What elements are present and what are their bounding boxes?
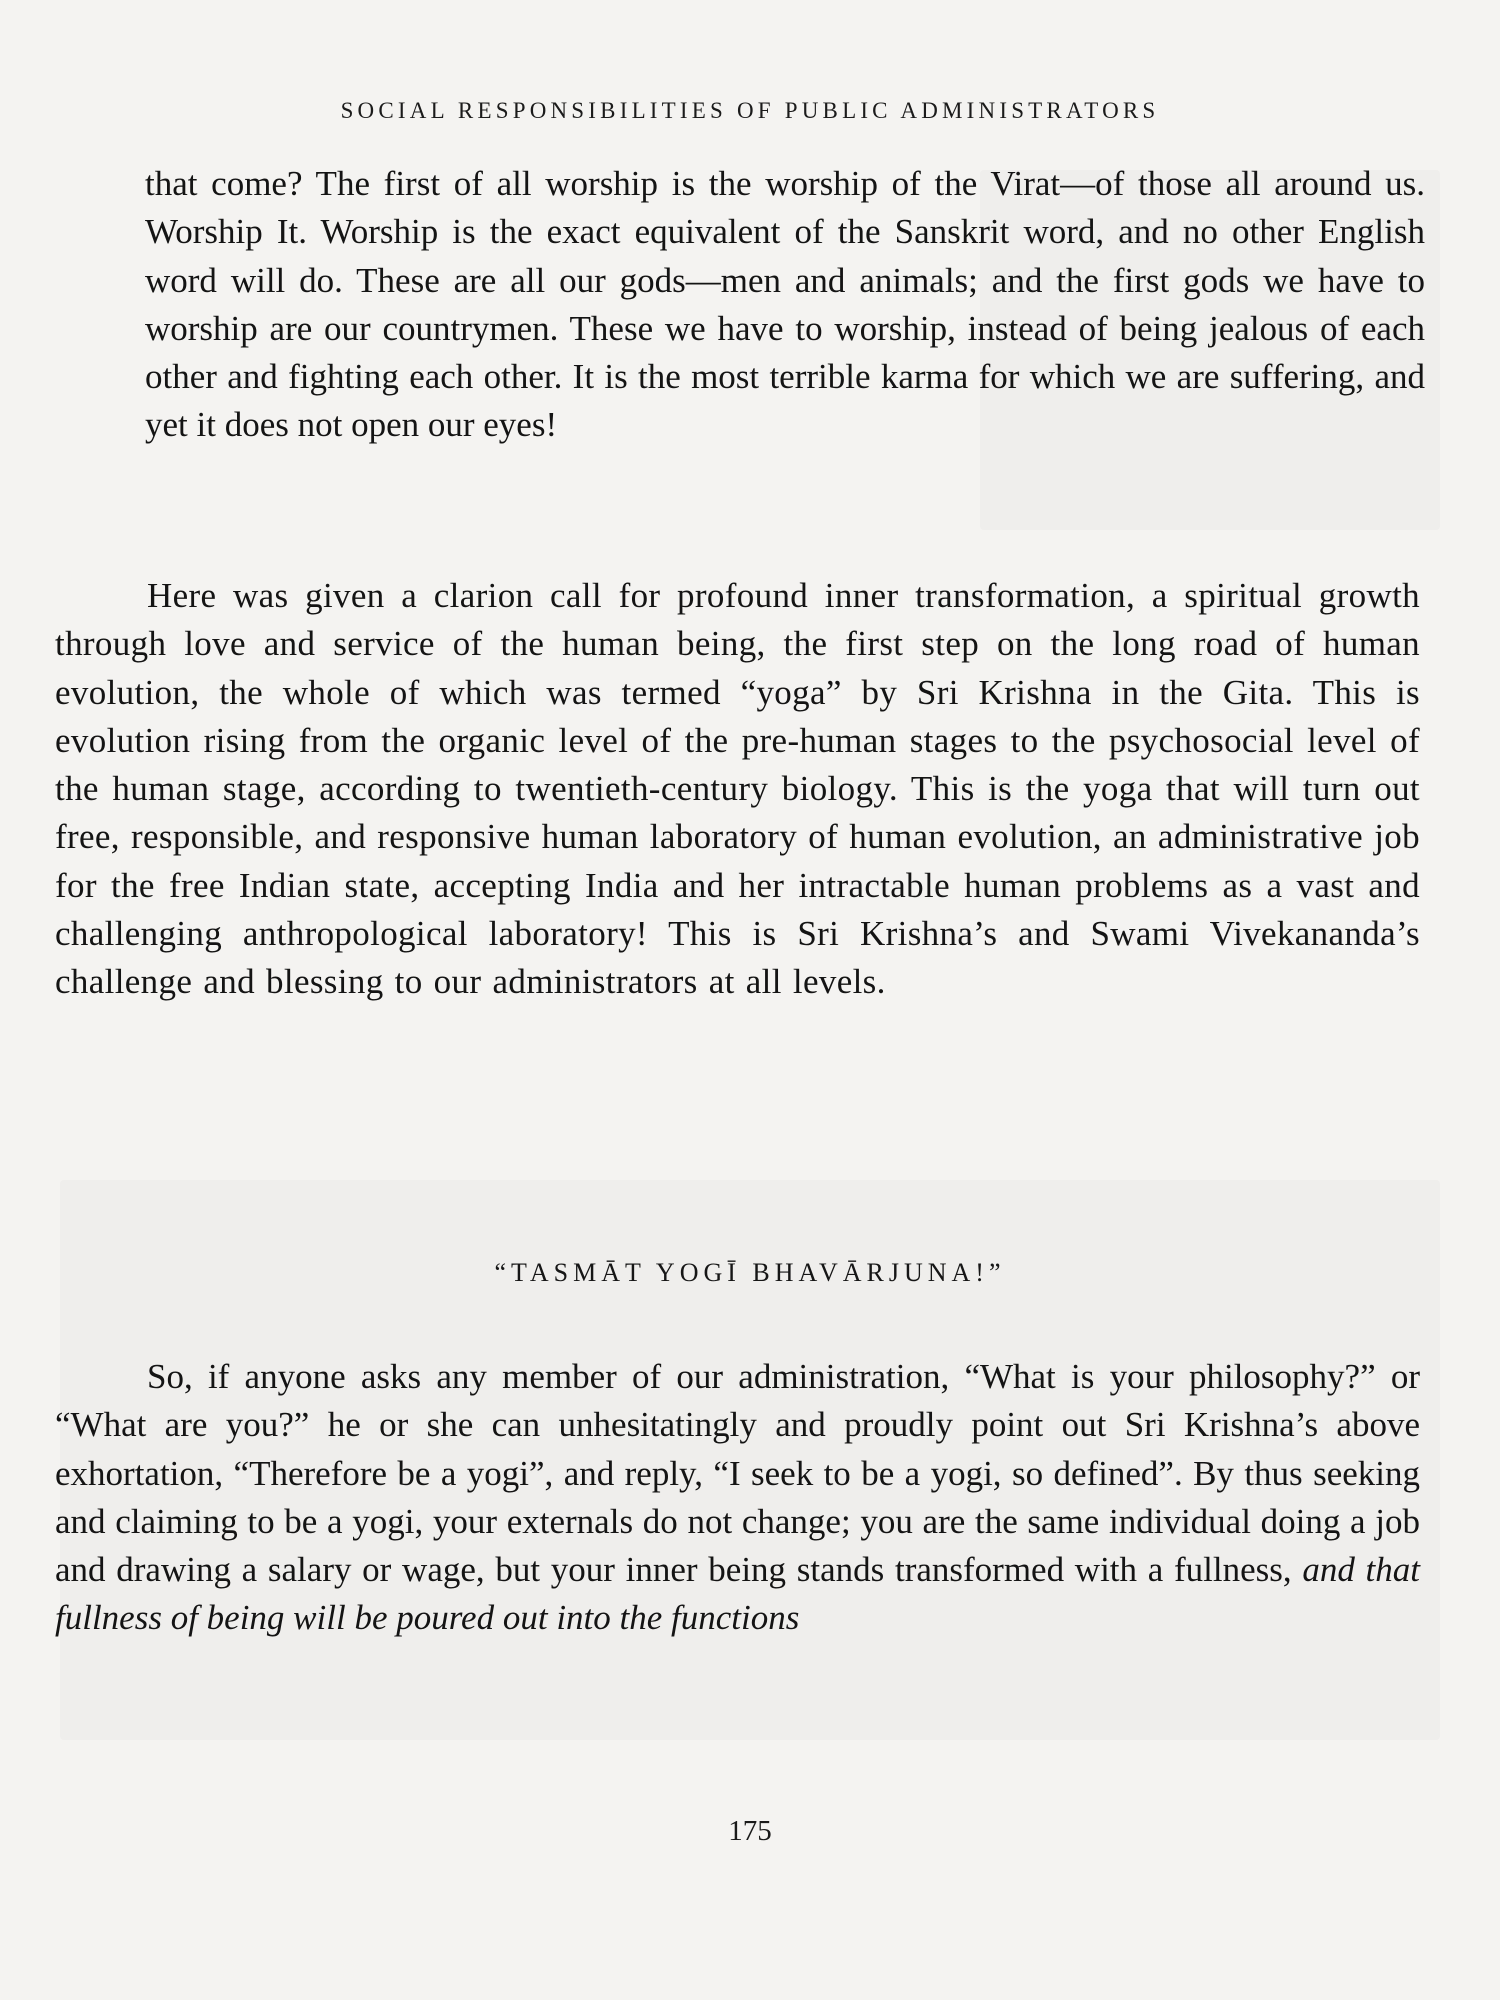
paragraph: Here was given a clarion call for profound inner transformation, a spiritual growth through love and service of the human being, the first step on the long road of human evolution, the whole of which was termed “yoga” by Sri Krishna in the Gita. This is evolution rising from the organic level of the pre-human stages to the psychosocial level of the human stage, according to twentieth-century biology. This is the yoga that will turn out free, responsible, and responsive human laboratory of human evolution, an administrative job for the free Indian state, accepting India and her intractable human problems as a vast and challenging anthropological laboratory! This is Sri Krishna’s and Swami Vivekananda’s challenge and blessing to our administrators at all levels. — [55, 576, 1420, 1002]
italic-phrase: and that fullness of being will be poured out into the functions — [55, 1550, 1421, 1638]
paragraph-text: So, if anyone asks any member of our administration, “What is your philosophy?” or “What are you?” he or she can unhesitatingly and proudly point out Sri Krishna’s above exhortation, “Therefore be a yogi”, and reply, “I seek to be a yogi, so defined”. By thus seeking and claiming to be a yogi, your externals do not change; you are the same individual doing a job and drawing a salary or wage, but your inner being stands transformed with a fullness, — [55, 1357, 1420, 1590]
page-number: 175 — [728, 1815, 772, 1847]
running-head: SOCIAL RESPONSIBILITIES OF PUBLIC ADMINISTRATORS — [340, 98, 1160, 123]
section-heading: “TASMĀT YOGĪ BHAVĀRJUNA!” — [494, 1258, 1006, 1287]
paragraph — [55, 1353, 1420, 1643]
block-quote: that come? The first of all worship is the worship of the Virat—of those all around us. Worship It. Worship is the exact equivalent of the Sanskrit word, and no other English word will do. These are all our gods—men and animals; and the first gods we have to worship are our countrymen. These we have to worship, instead of being jealous of each other and fighting each other. It is the most terrible karma for which we are suffering, and yet it does not open our eyes! — [145, 164, 1425, 445]
